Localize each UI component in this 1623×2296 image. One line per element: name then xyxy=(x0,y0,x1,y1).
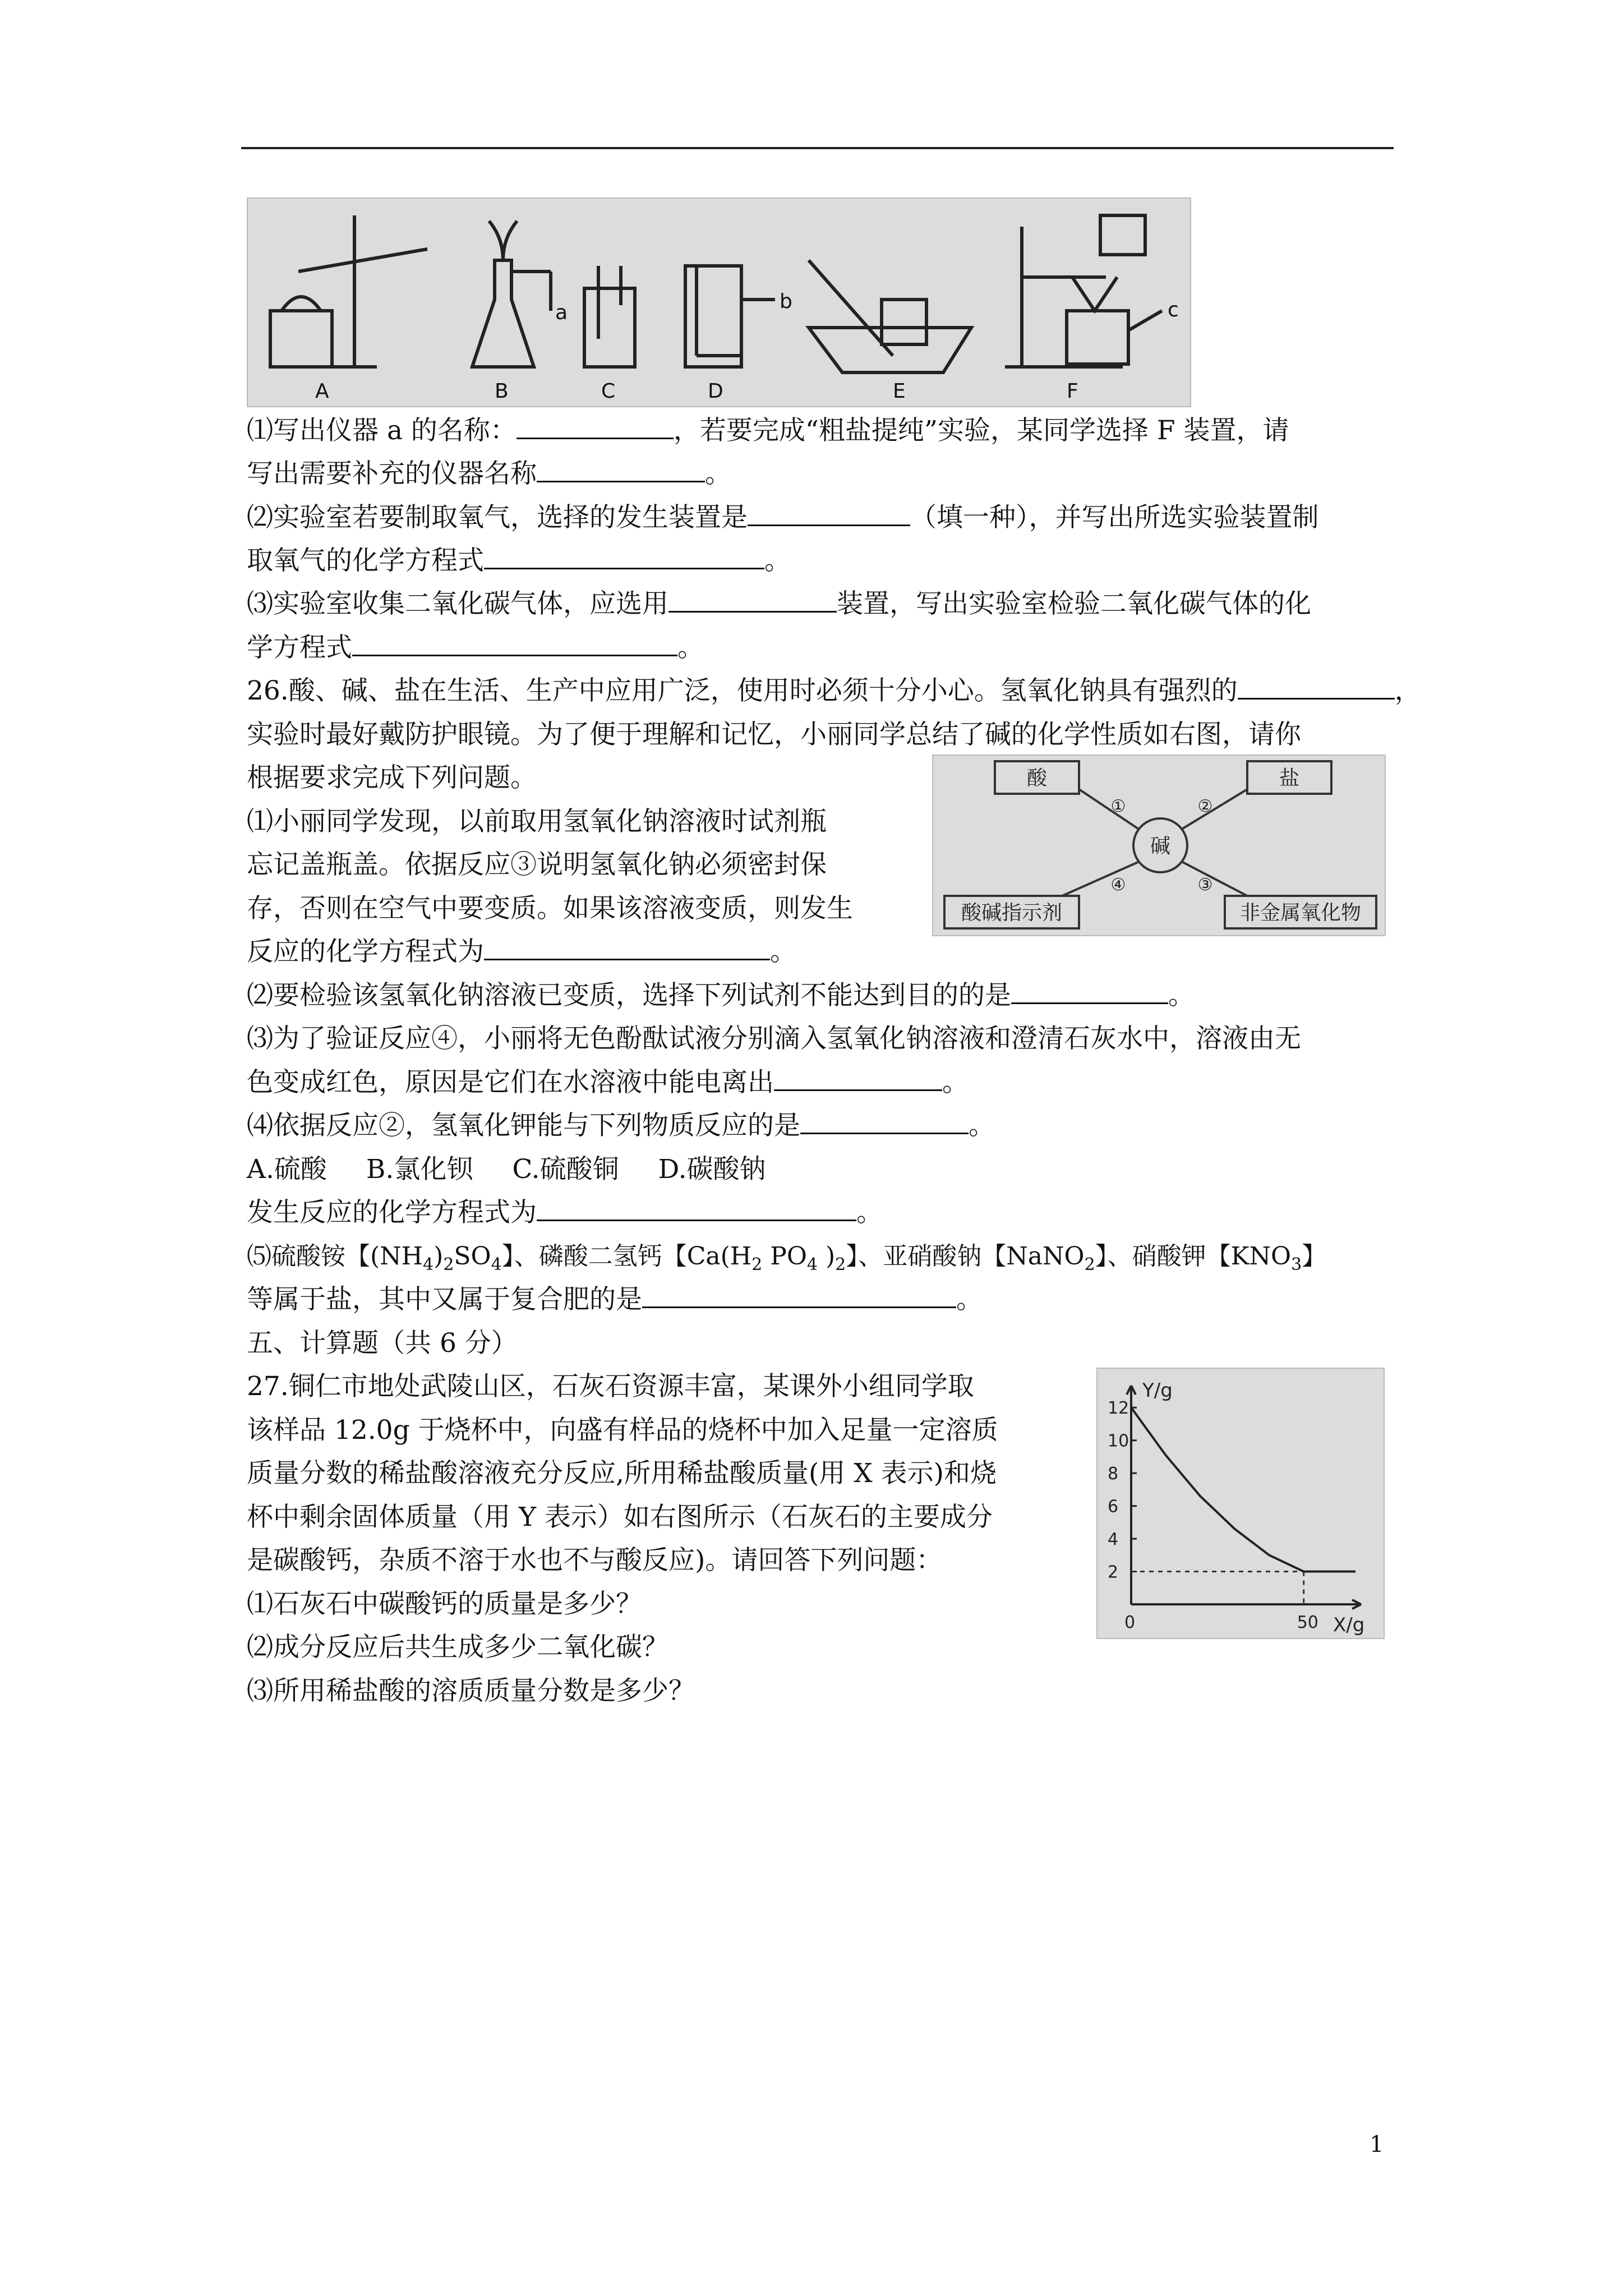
diagram-node-oxide: 非金属氧化物 xyxy=(1239,901,1362,924)
option-c[interactable]: C.硫酸铜 xyxy=(512,1154,619,1185)
y-axis-label: Y/g xyxy=(1142,1379,1173,1402)
q26-line-1: 26.酸、碱、盐在生活、生产中应用广泛，使用时必须十分小心。氢氧化钠具有强烈的 ， xyxy=(247,675,1421,706)
answer-blank[interactable] xyxy=(668,587,837,613)
q26-line-11: ⑷依据反应②，氢氧化钾能与下列物质反应的是 。 xyxy=(247,1110,995,1141)
apparatus-label-d: D xyxy=(708,380,723,403)
diagram-num-4: ④ xyxy=(1110,875,1126,895)
q25-line-5: ⑶实验室收集二氧化碳气体，应选用 装置，写出实验室检验二氧化碳气体的化 xyxy=(247,588,1311,619)
mark-a: a xyxy=(555,301,568,324)
q25-line-1: ⑴写出仪器 a 的名称： ，若要完成“粗盐提纯”实验，某同学选择 F 装置，请 xyxy=(247,415,1289,446)
answer-blank[interactable] xyxy=(537,1196,856,1221)
page-number: 1 xyxy=(1370,2132,1384,2157)
q27-line-2: 该样品 12.0g 于烧杯中，向盛有样品的烧杯中加入足量一定溶质 xyxy=(247,1415,998,1446)
y-tick-label: 2 xyxy=(1108,1562,1119,1582)
q26-line-14: ⑸硫酸铵【$(NH_4)_2SO_4$】、磷酸二氢钙【$Ca(H_2$ $PO_4$ )$_2$】、亚硝酸钠【NaNO$_2$】、硝酸钾【$KNO_3$】 xyxy=(247,1242,1327,1274)
base-properties-diagram xyxy=(932,754,1386,936)
answer-blank[interactable] xyxy=(748,501,910,526)
q26-line-2: 实验时最好戴防护眼镜。为了便于理解和记忆，小丽同学总结了碱的化学性质如右图，请你 xyxy=(247,719,1301,750)
q27-line-4: 杯中剩余固体质量（用 Y 表示）如右图所示（石灰石的主要成分 xyxy=(247,1502,993,1533)
q26-line-15: 等属于盐，其中又属于复合肥的是 。 xyxy=(247,1284,983,1315)
diagram-node-salt: 盐 xyxy=(1279,767,1300,790)
q27-line-5: 是碳酸钙，杂质不溶于水也不与酸反应)。请回答下列问题： xyxy=(247,1545,943,1576)
answer-blank[interactable] xyxy=(774,1066,942,1091)
q25-line-6: 学方程式 。 xyxy=(247,632,704,663)
diagram-num-3: ③ xyxy=(1197,875,1213,895)
apparatus-label-f: F xyxy=(1067,380,1078,403)
mark-c: c xyxy=(1168,298,1179,321)
mark-b: b xyxy=(780,290,792,313)
answer-blank[interactable] xyxy=(1011,979,1168,1004)
q26-line-6: 存，否则在空气中要变质。如果该溶液变质，则发生 xyxy=(247,893,853,924)
y-tick-label: 6 xyxy=(1108,1497,1119,1517)
apparatus-drawing xyxy=(248,199,1190,406)
q27-line-3: 质量分数的稀盐酸溶液充分反应,所用稀盐酸质量(用 X 表示)和烧 xyxy=(247,1458,997,1489)
series-line xyxy=(1131,1407,1355,1571)
x-tick-label: 50 xyxy=(1297,1613,1318,1632)
answer-blank[interactable] xyxy=(1238,674,1395,700)
option-d[interactable]: D.碳酸钠 xyxy=(658,1154,766,1185)
diagram-node-acid: 酸 xyxy=(1026,767,1048,790)
answer-blank[interactable] xyxy=(800,1109,969,1134)
answer-blank[interactable] xyxy=(642,1283,956,1308)
y-tick-label: 4 xyxy=(1108,1530,1119,1550)
y-tick-label: 10 xyxy=(1108,1431,1129,1451)
q27-line-8: ⑶所用稀盐酸的溶质质量分数是多少？ xyxy=(247,1676,695,1706)
q26-line-7: 反应的化学方程式为 。 xyxy=(247,936,796,967)
q26-line-9: ⑶为了验证反应④，小丽将无色酚酞试液分别滴入氢氧化钠溶液和澄清石灰水中，溶液由无 xyxy=(247,1023,1301,1054)
q26-line-13: 发生反应的化学方程式为 。 xyxy=(247,1197,883,1228)
answer-blank[interactable] xyxy=(537,457,705,482)
apparatus-label-b: B xyxy=(495,380,509,403)
option-b[interactable]: B.氯化钡 xyxy=(366,1154,473,1185)
header-rule xyxy=(241,147,1394,149)
x-axis-label: X/g xyxy=(1333,1614,1365,1636)
diagram-num-1: ① xyxy=(1110,797,1126,816)
diagram-drawing xyxy=(933,756,1385,935)
x-tick-label: 0 xyxy=(1124,1613,1136,1632)
q25-line-3: ⑵实验室若要制取氧气，选择的发生装置是 （填一种），并写出所选实验装置制 xyxy=(247,502,1319,533)
apparatus-label-e: E xyxy=(893,380,906,403)
q27-line-7: ⑵成分反应后共生成多少二氧化碳？ xyxy=(247,1632,668,1663)
q26-line-5: 忘记盖瓶盖。依据反应③说明氢氧化钠必须密封保 xyxy=(247,849,827,880)
answer-blank[interactable] xyxy=(484,935,770,960)
q26-line-10: 色变成红色，原因是它们在水溶液中能电离出 。 xyxy=(247,1067,969,1098)
q26-options xyxy=(247,1153,805,1186)
answer-blank[interactable] xyxy=(352,631,677,656)
apparatus-figure xyxy=(247,197,1191,407)
diagram-num-2: ② xyxy=(1197,797,1213,816)
option-a[interactable]: A.硫酸 xyxy=(247,1154,327,1185)
q27-line-6: ⑴石灰石中碳酸钙的质量是多少？ xyxy=(247,1589,642,1619)
mass-chart-svg xyxy=(1098,1369,1384,1638)
y-tick-label: 8 xyxy=(1108,1464,1119,1484)
answer-blank[interactable] xyxy=(484,544,764,569)
q26-line-4: ⑴小丽同学发现，以前取用氢氧化钠溶液时试剂瓶 xyxy=(247,806,827,837)
diagram-center: 碱 xyxy=(1150,835,1171,858)
q26-line-8: ⑵要检验该氢氧化钠溶液已变质，选择下列试剂不能达到目的的是 。 xyxy=(247,980,1195,1011)
section-5-heading: 五、计算题（共 6 分） xyxy=(247,1328,518,1359)
q27-line-1: 27.铜仁市地处武陵山区，石灰石资源丰富，某课外小组同学取 xyxy=(247,1371,974,1402)
answer-blank[interactable] xyxy=(517,414,674,439)
q26-line-3: 根据要求完成下列问题。 xyxy=(247,762,537,793)
q25-line-4: 取氧气的化学方程式 。 xyxy=(247,545,791,576)
apparatus-label-c: C xyxy=(601,380,616,403)
mass-chart xyxy=(1096,1368,1385,1639)
diagram-node-indicator: 酸碱指示剂 xyxy=(961,901,1063,924)
y-tick-label: 12 xyxy=(1108,1398,1129,1419)
apparatus-label-a: A xyxy=(315,380,329,403)
q25-line-2: 写出需要补充的仪器名称 。 xyxy=(247,458,731,489)
